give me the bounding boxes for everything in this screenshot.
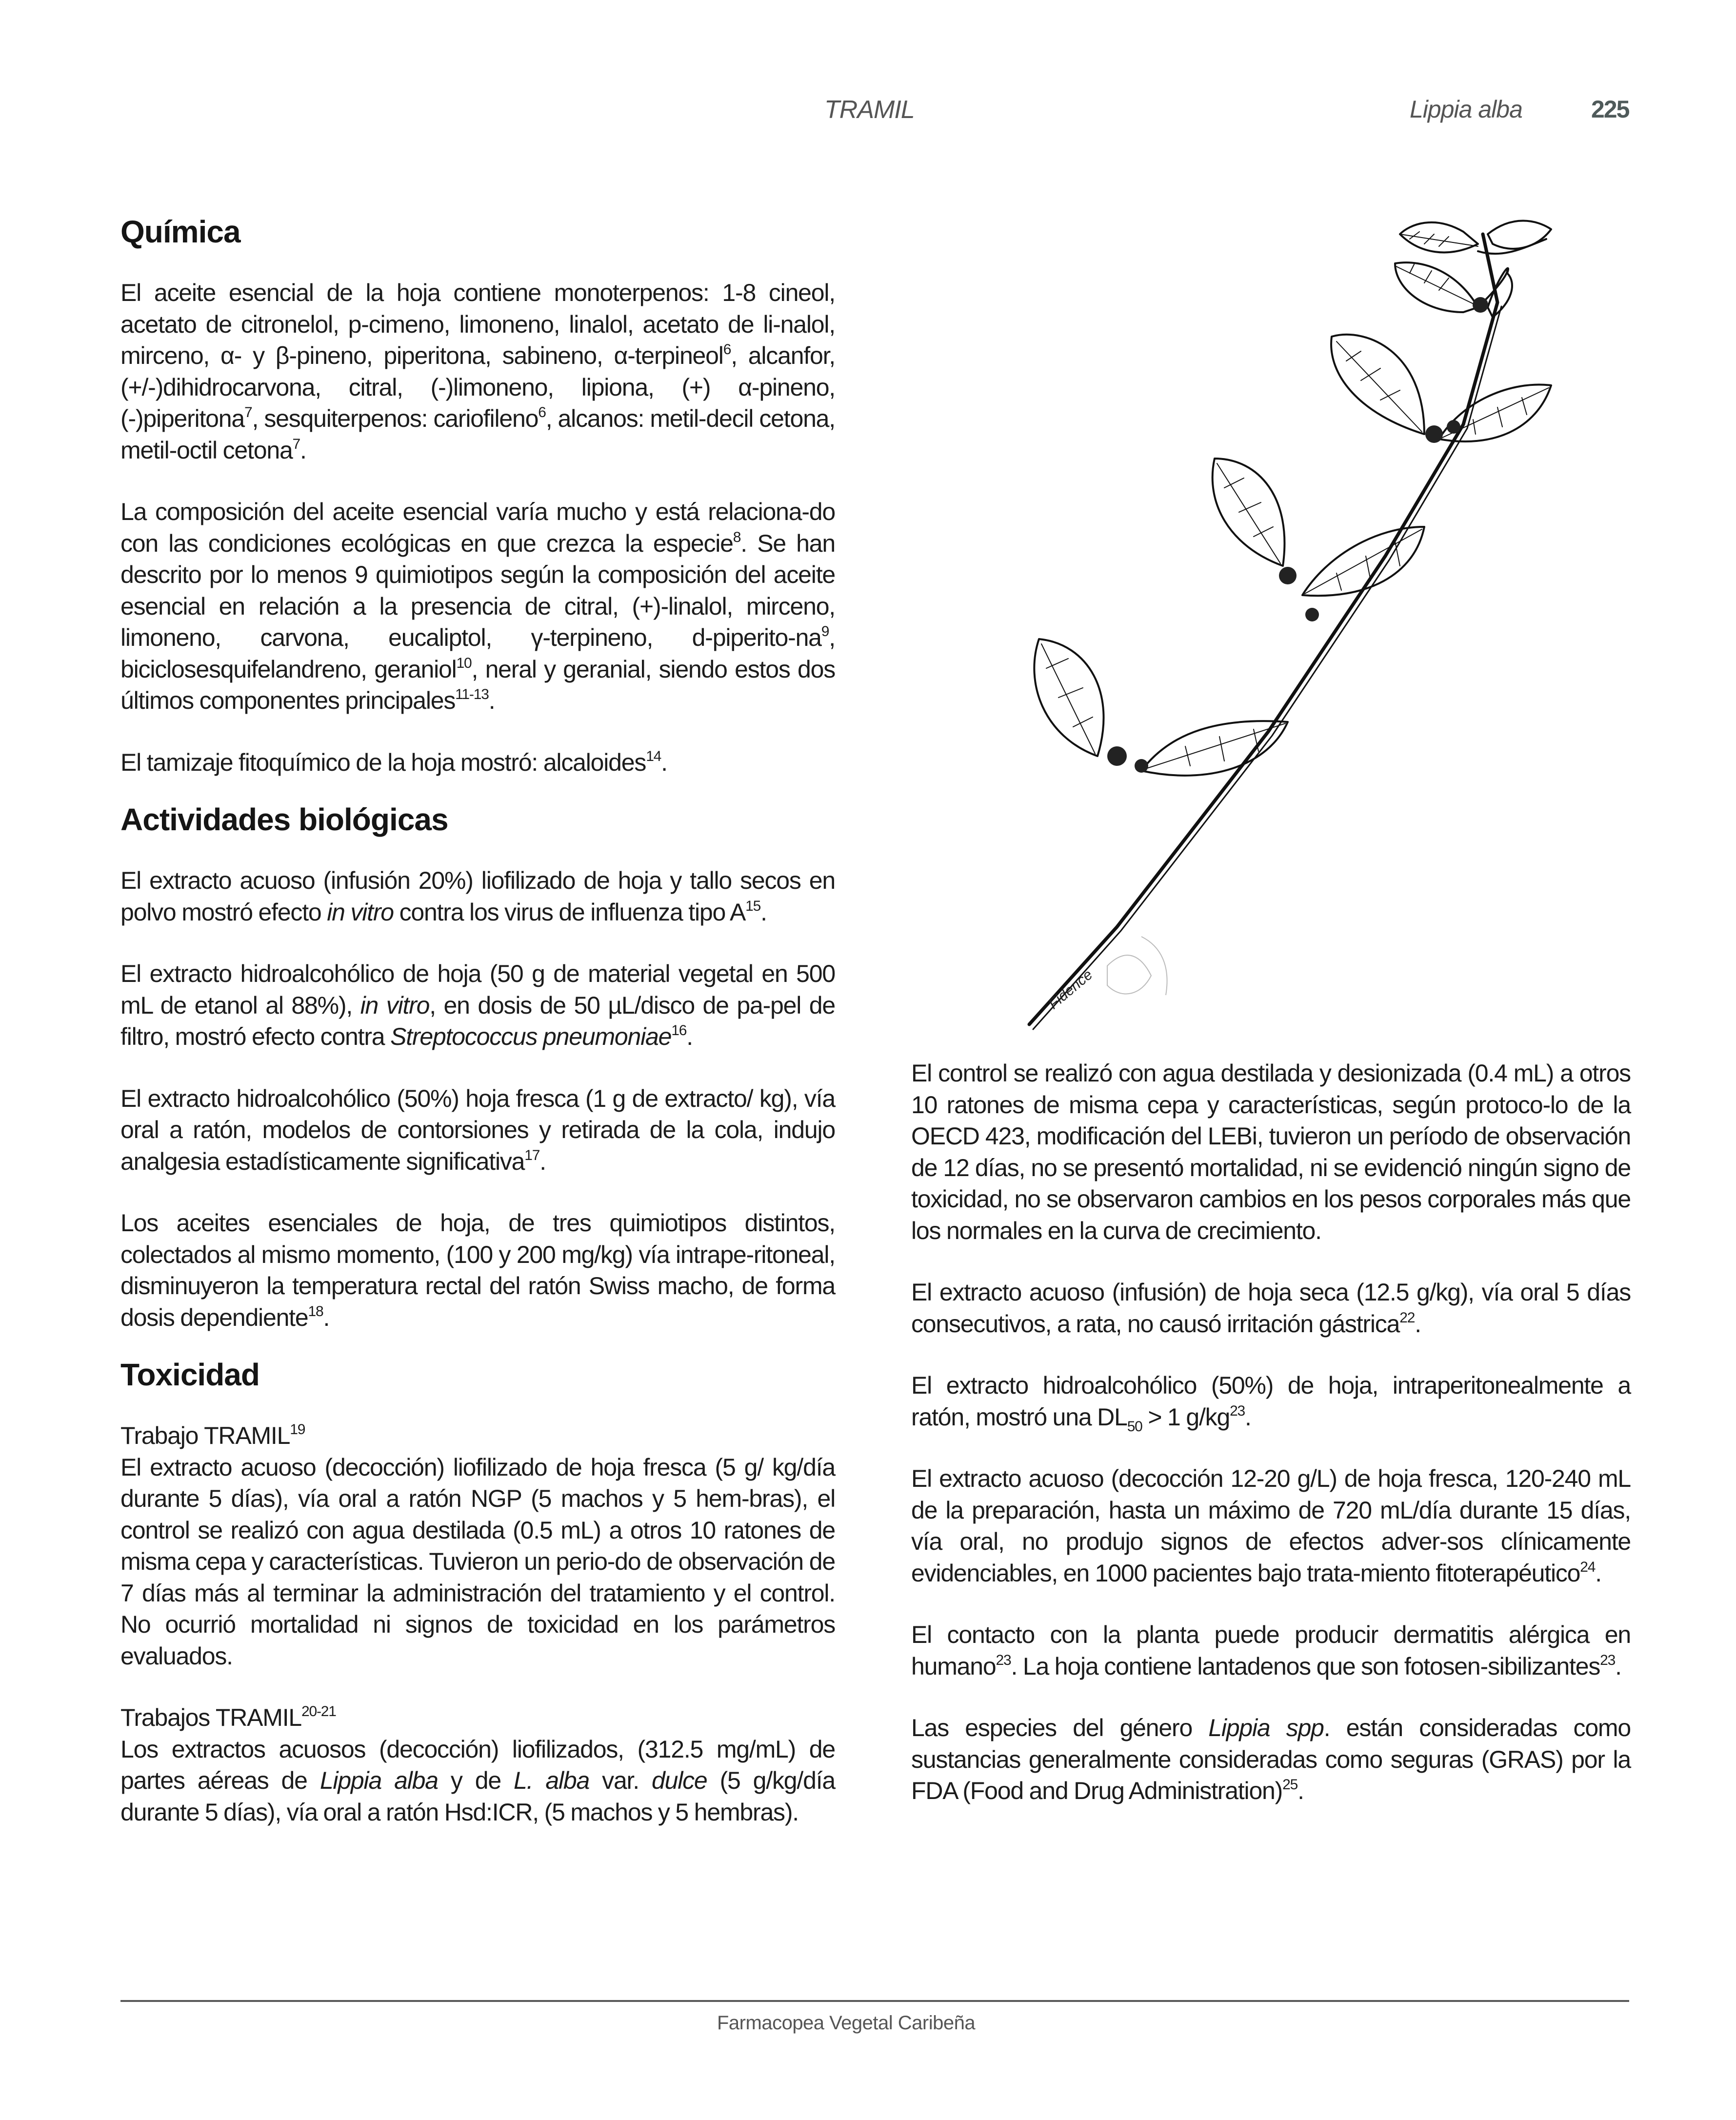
toxicidad-paragraph-1: El extracto acuoso (decocción) liofilizado de hoja fresca (5 g/ kg/día durante 5 días), vía oral a ratón NGP (5 machos y 5 hem-bras), el control se realizó con agua destilada (0.5 mL) a otros 10 ratones de misma cepa y características. Tuvieron un perio-do de observación de 7 días más al terminar la administración del tratamiento y el control. No ocurrió mortalidad ni signos de toxicidad en los parámetros evaluados. xyxy=(120,1453,835,1670)
quimica-paragraph-3: El tamizaje fitoquímico de la hoja mostró: alcaloides$^{14}$. xyxy=(120,748,667,776)
toxicidad-subheading-trabajos-tramil: Trabajos TRAMIL$^{20-21}$ xyxy=(120,1703,336,1731)
right-column xyxy=(911,1058,1631,1807)
toxicidad-paragraph-8: Las especies del género Lippia spp. están consideradas como sustancias generalmente consideradas como seguras (GRAS) por la FDA (Food and Drug Administration)$^{25}$. xyxy=(911,1714,1631,1804)
toxicidad-paragraph-2: Los extractos acuosos (decocción) liofilizados, (312.5 mg/mL) de partes aéreas de Lippia alba y de L. alba var. dulce (5 g/kg/día durante 5 días), vía oral a ratón Hsd:ICR, (5 machos y 5 hembras). xyxy=(120,1735,835,1826)
left-column xyxy=(120,210,835,1828)
lippia-alba-illustration xyxy=(995,205,1580,1034)
footer-title: Farmacopea Vegetal Caribeña xyxy=(717,2012,976,2034)
section-heading-toxicidad: Toxicidad xyxy=(120,1357,259,1392)
section-heading-actividades: Actividades biológicas xyxy=(120,802,448,837)
section-heading-quimica: Química xyxy=(120,214,240,249)
quimica-paragraph-1: El aceite esencial de la hoja contiene monoterpenos: 1-8 cineol, acetato de citronelol, p-cimeno, limoneno, linalol, acetato de li-nalol, mirceno, α- y β-pineno, piperitona, sabineno, α-terpineol$^6$, alcanfor, (+/-)dihidrocarvona, citral, (-)limoneno, lipiona, (+) α-pineno, (-)piperitona$^7$, sesquiterpenos: cariofileno$^6$, alcanos: metil-decil cetona, metil-octil cetona$^7$. xyxy=(120,279,836,464)
running-head-title: TRAMIL xyxy=(824,96,915,124)
running-head-species: Lippia alba xyxy=(1410,96,1522,123)
actividades-paragraph-2: El extracto hidroalcohólico de hoja (50 g de material vegetal en 500 mL de etanol al 88%), in vitro, en dosis de 50 µL/disco de pa-pel de filtro, mostró efecto contra Streptococcus pneumoniae$^{16}$. xyxy=(120,960,835,1050)
toxicidad-paragraph-3: El control se realizó con agua destilada y desionizada (0.4 mL) a otros 10 ratones de misma cepa y características, según protoco-lo de la OECD 423, modificación del LEBi, tuvieron un período de observación de 12 días, no se presentó mortalidad, ni se evidenció ningún signo de toxicidad, no se observaron cambios en los pesos corporales más que los normales en la curva de crecimiento. xyxy=(911,1060,1631,1244)
toxicidad-subheading-trabajo-tramil: Trabajo TRAMIL$^{19}$ xyxy=(120,1421,305,1449)
actividades-paragraph-3: El extracto hidroalcohólico (50%) hoja fresca (1 g de extracto/ kg), vía oral a ratón, modelos de contorsiones y retirada de la cola, indujo analgesia estadísticamente significativa$^{17}$. xyxy=(120,1084,835,1175)
toxicidad-paragraph-7: El contacto con la planta puede producir dermatitis alérgica en humano$^{23}$. La hoja contiene lantadenos que son fotosen-sibilizantes$^{23}$. xyxy=(911,1621,1631,1680)
running-head xyxy=(0,95,1736,129)
actividades-paragraph-4: Los aceites esenciales de hoja, de tres quimiotipos distintos, colectados al mismo momento, (100 y 200 mg/kg) vía intrape-ritoneal, disminuyeron la temperatura rectal del ratón Swiss macho, de forma dosis dependiente$^{18}$. xyxy=(120,1209,835,1331)
plant-drawing-icon xyxy=(995,205,1580,1034)
toxicidad-paragraph-5: El extracto hidroalcohólico (50%) de hoja, intraperitonealmente a ratón, mostró una $DL_{50} > 1$ $g/kg^{23}$. xyxy=(911,1372,1631,1435)
page-number: 225 xyxy=(1591,96,1629,123)
illustration-signature: Fidence xyxy=(1045,966,1096,1013)
toxicidad-paragraph-4: El extracto acuoso (infusión) de hoja seca (12.5 g/kg), vía oral 5 días consecutivos, a rata, no causó irritación gástrica$^{22}$. xyxy=(911,1279,1631,1338)
quimica-paragraph-2: La composición del aceite esencial varía mucho y está relaciona-do con las condiciones ecológicas en que crezca la especie$^8$. Se han descrito por lo menos 9 quimiotipos según la composición del aceite esencial en relación a la presencia de citral, (+)-linalol, mirceno, limoneno, carvona, eucaliptol, γ-terpineno, $d-piperito-na^9$, biciclosesquifelandreno, geraniol$^{10}$, neral y geranial, siendo estos dos últimos componentes principales$^{11-13}$. xyxy=(120,498,835,714)
toxicidad-paragraph-6: El extracto acuoso (decocción 12-20 g/L) de hoja fresca, 120-240 mL de la preparación, hasta un máximo de 720 mL/día durante 15 días, vía oral, no produjo signos de efectos adver-sos clínicamente evidenciables, en 1000 pacientes bajo trata-miento fitoterapéutico$^{24}$. xyxy=(911,1465,1631,1587)
footer-divider xyxy=(120,2000,1629,2002)
actividades-paragraph-1: El extracto acuoso (infusión 20%) liofilizado de hoja y tallo secos en polvo mostró efecto in vitro contra los virus de influenza tipo $A^{15}$. xyxy=(120,867,835,926)
